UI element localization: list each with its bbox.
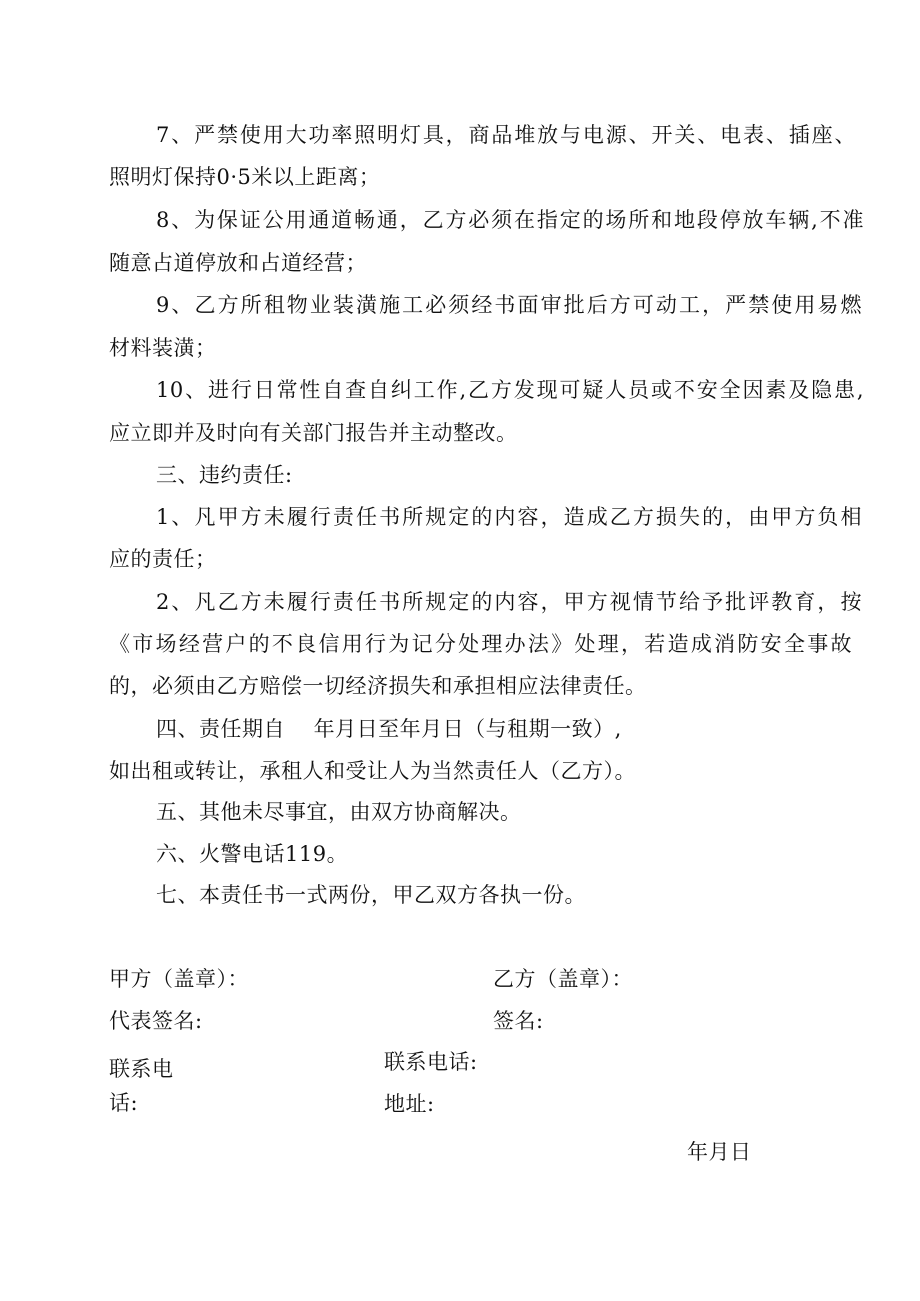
clause-9-line-1: 9、乙方所租物业装潢施工必须经书面审批后方可动工，严禁使用易燃 — [156, 293, 862, 317]
clause-10-line-2: 应立即并及时向有关部门报告并主动整改。 — [109, 421, 518, 445]
section-4-line-2: 如出租或转让，承租人和受让人为当然责任人（乙方）。 — [109, 759, 636, 783]
section-3-heading: 三、违约责任: — [156, 463, 293, 487]
representative-signature-label: 代表签名: — [109, 1009, 203, 1033]
section-3-item-2-line-1: 2、凡乙方未履行责任书所规定的内容，甲方视情节给予批评教育，按 — [156, 590, 862, 614]
section-3-item-1-line-2: 应的责任； — [109, 547, 217, 571]
clause-8-line-2: 随意占道停放和占道经营； — [109, 251, 367, 275]
clause-7-line-2: 照明灯保持0·5米以上距离； — [109, 165, 381, 189]
party-b-address-label: 地址: — [384, 1092, 435, 1116]
section-7: 七、本责任书一式两份，甲乙双方各执一份。 — [156, 883, 586, 907]
section-6: 六、火警电话119。 — [156, 842, 349, 866]
party-a-phone-label-line-2: 话: — [109, 1091, 139, 1115]
party-a-phone-label-line-1: 联系电 — [109, 1057, 174, 1081]
party-b-phone-label: 联系电话: — [384, 1050, 478, 1074]
clause-7-line-1: 7、严禁使用大功率照明灯具，商品堆放与电源、开关、电表、插座、 — [156, 123, 856, 147]
signature-label: 签名: — [493, 1009, 544, 1033]
section-5: 五、其他未尽事宜，由双方协商解决。 — [156, 800, 522, 824]
party-a-seal-label: 甲方（盖章）： — [109, 967, 249, 991]
section-3-item-2-line-3: 的，必须由乙方赔偿一切经济损失和承担相应法律责任。 — [109, 674, 647, 698]
party-b-seal-label: 乙方（盖章）： — [493, 967, 633, 991]
section-3-item-1-line-1: 1、凡甲方未履行责任书所规定的内容，造成乙方损失的，由甲方负相 — [156, 505, 862, 529]
clause-9-line-2: 材料装潢； — [109, 336, 217, 360]
clause-8-line-1: 8、为保证公用通道畅通，乙方必须在指定的场所和地段停放车辆,不准 — [156, 208, 864, 232]
date-label: 年月日 — [687, 1140, 752, 1164]
clause-10-line-1: 10、进行日常性自查自纠工作,乙方发现可疑人员或不安全因素及隐患, — [156, 378, 864, 402]
section-4-line-1: 四、责任期自 年月日至年月日（与租期一致）, — [156, 717, 622, 741]
section-3-item-2-line-2: 《市场经营户的不良信用行为记分处理办法》处理，若造成消防安全事故 — [109, 632, 852, 656]
